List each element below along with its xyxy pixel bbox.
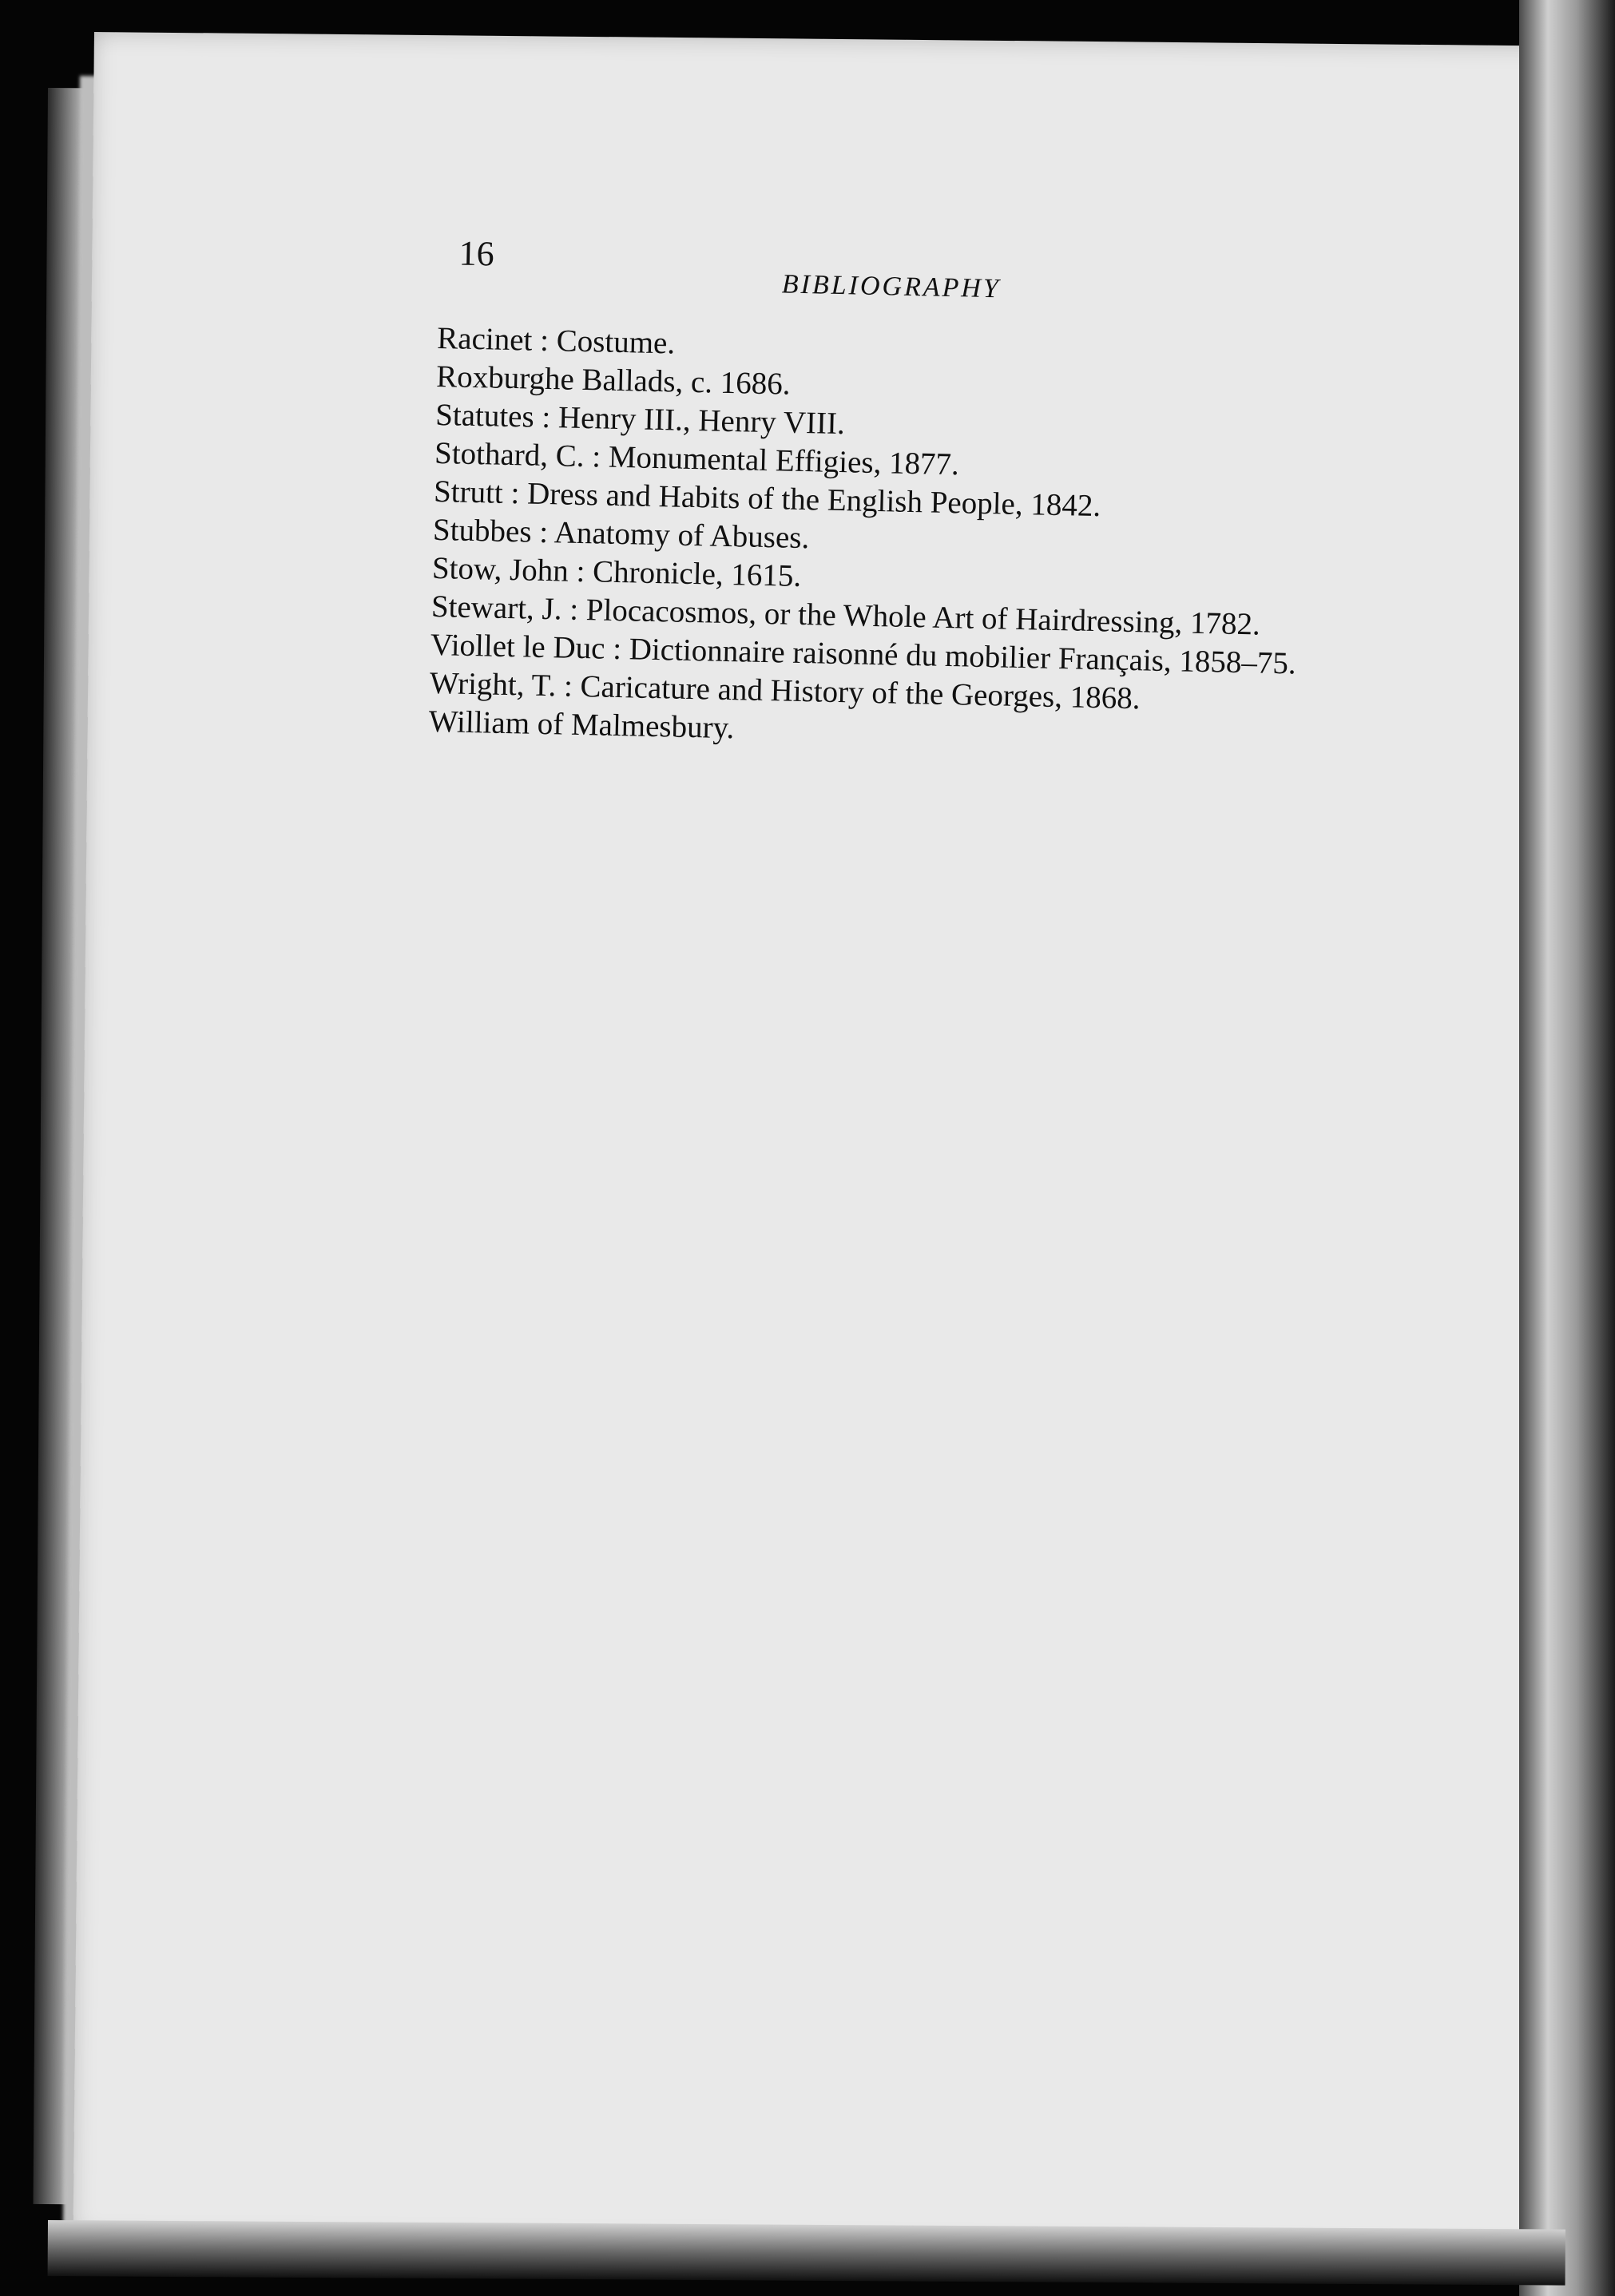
bibliography-entry: Viollet le Duc : Dictionnaire raisonné du mobilier Français, 1858–75. xyxy=(430,627,1297,681)
page-number: 16 xyxy=(458,233,495,274)
bibliography-entry: Statutes : Henry III., Henry VIII. xyxy=(435,397,846,442)
bibliography-entry: Stewart, J. : Plocacosmos, or the Whole Art of Hairdressing, 1782. xyxy=(431,589,1261,642)
bibliography-entry: Stothard, C. : Monumental Effigies, 1877. xyxy=(434,435,960,482)
bibliography-entry: Wright, T. : Caricature and History of the Georges, 1868. xyxy=(429,665,1141,716)
bibliography-entry: Racinet : Costume. xyxy=(436,320,676,361)
bibliography-entry: Stow, John : Chronicle, 1615. xyxy=(431,550,802,593)
bibliography-entry: Strutt : Dress and Habits of the English People, 1842. xyxy=(433,474,1101,524)
bibliography-list xyxy=(428,319,1347,761)
bibliography-entry: William of Malmesbury. xyxy=(428,704,735,746)
running-head: BIBLIOGRAPHY xyxy=(781,269,1002,304)
bibliography-entry: Roxburghe Ballads, c. 1686. xyxy=(435,359,792,402)
bibliography-entry: Stubbes : Anatomy of Abuses. xyxy=(432,512,810,556)
